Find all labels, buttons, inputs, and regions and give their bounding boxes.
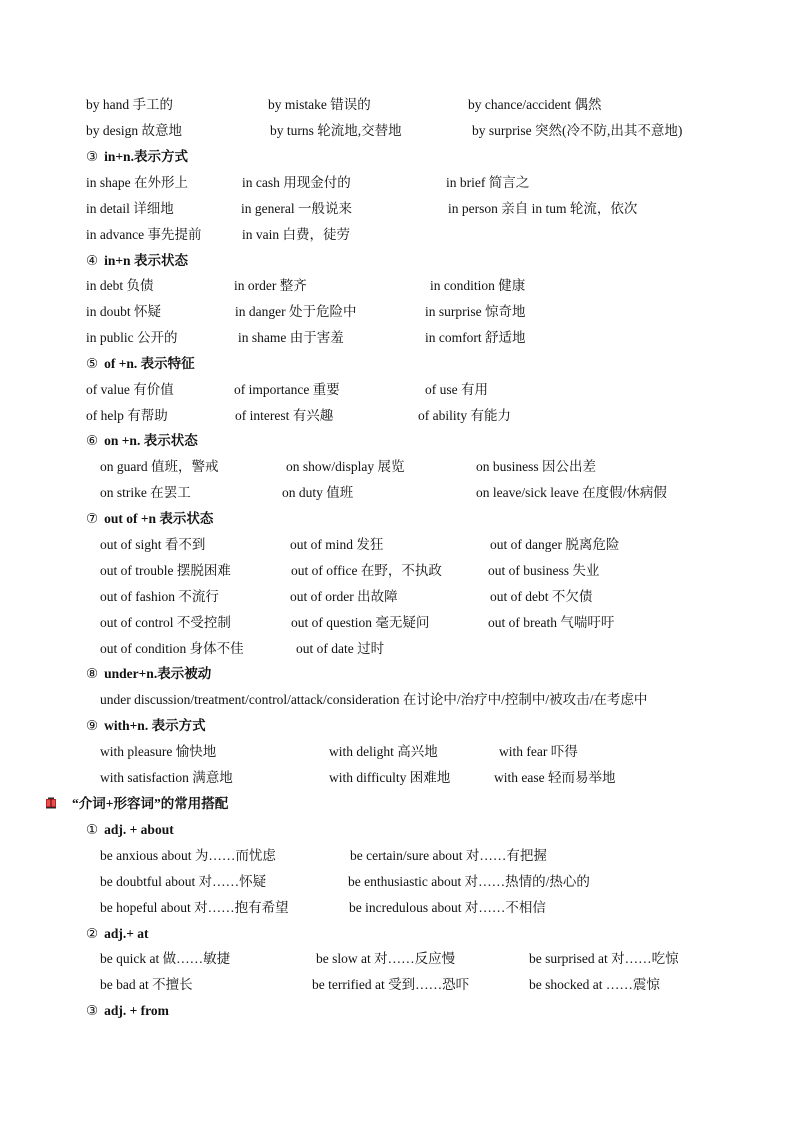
phrase: be anxious about 为……而忧虑 xyxy=(100,848,276,863)
circled-number: ① xyxy=(86,822,99,837)
phrase: in detail 详细地 xyxy=(86,201,174,216)
heading-text: under+n.表示被动 xyxy=(104,666,212,681)
phrase: in doubt 怀疑 xyxy=(86,304,162,319)
phrase: by design 故意地 xyxy=(86,123,182,138)
phrase: be slow at 对……反应慢 xyxy=(316,951,456,966)
phrase: out of sight 看不到 xyxy=(100,537,206,552)
phrase: out of order 出故障 xyxy=(290,589,398,604)
heading-text: adj.+ at xyxy=(104,926,149,941)
circled-number: ② xyxy=(86,926,99,941)
phrase: out of control 不受控制 xyxy=(100,615,231,630)
phrase: with satisfaction 满意地 xyxy=(100,770,233,785)
phrase: in danger 处于危险中 xyxy=(235,304,357,319)
phrase: be certain/sure about 对……有把握 xyxy=(350,848,547,863)
phrase: be incredulous about 对……不相信 xyxy=(349,900,546,915)
phrase: be hopeful about 对……抱有希望 xyxy=(100,900,289,915)
phrase: of interest 有兴趣 xyxy=(235,408,334,423)
phrase: on guard 值班，警戒 xyxy=(100,459,219,474)
circled-number: ⑥ xyxy=(86,433,99,448)
phrase: in shame 由于害羞 xyxy=(238,330,344,345)
phrase: by chance/accident 偶然 xyxy=(468,97,602,112)
phrase: of value 有价值 xyxy=(86,382,174,397)
phrase: on business 因公出差 xyxy=(476,459,597,474)
phrase: on show/display 展览 xyxy=(286,459,405,474)
phrase: out of mind 发狂 xyxy=(290,537,384,552)
phrase: with difficulty 困难地 xyxy=(329,770,451,785)
phrase: with delight 高兴地 xyxy=(329,744,438,759)
phrase: with fear 吓得 xyxy=(499,744,578,759)
red-book-bullet-icon xyxy=(44,796,58,810)
phrase: out of condition 身体不佳 xyxy=(100,641,244,656)
phrase: in shape 在外形上 xyxy=(86,175,188,190)
heading-text: of +n. 表示特征 xyxy=(104,356,195,371)
phrase: be shocked at ……震惊 xyxy=(529,977,660,992)
phrase: with ease 轻而易举地 xyxy=(494,770,616,785)
phrase: in public 公开的 xyxy=(86,330,178,345)
phrase: out of date 过时 xyxy=(296,641,385,656)
section-heading xyxy=(86,510,213,528)
phrase: be bad at 不擅长 xyxy=(100,977,193,992)
circled-number: ⑦ xyxy=(86,511,99,526)
phrase: out of business 失业 xyxy=(488,563,600,578)
phrase: out of question 毫无疑问 xyxy=(291,615,430,630)
phrase: in order 整齐 xyxy=(234,278,307,293)
heading-text: out of +n 表示状态 xyxy=(104,511,214,526)
phrase: be surprised at 对……吃惊 xyxy=(529,951,679,966)
phrase: in surprise 惊奇地 xyxy=(425,304,526,319)
phrase: on duty 值班 xyxy=(282,485,354,500)
heading-text: in+n 表示状态 xyxy=(104,253,188,268)
phrase: on leave/sick leave 在度假/休病假 xyxy=(476,485,667,500)
phrase: on strike 在罢工 xyxy=(100,485,191,500)
section-heading xyxy=(86,355,195,373)
phrase: in cash 用现金付的 xyxy=(242,175,351,190)
section-heading xyxy=(86,432,198,450)
section-heading xyxy=(86,925,149,943)
phrase: in advance 事先提前 xyxy=(86,227,202,242)
phrase: in brief 简言之 xyxy=(446,175,530,190)
phrase: in general 一般说来 xyxy=(241,201,352,216)
phrase: by turns 轮流地,交替地 xyxy=(270,123,402,138)
phrase: of use 有用 xyxy=(425,382,488,397)
circled-number: ③ xyxy=(86,1003,99,1018)
phrase: be terrified at 受到……恐吓 xyxy=(312,977,470,992)
phrase: in condition 健康 xyxy=(430,278,526,293)
section-heading xyxy=(86,1002,169,1020)
circled-number: ④ xyxy=(86,253,99,268)
section-heading xyxy=(86,717,206,735)
heading-text: with+n. 表示方式 xyxy=(104,718,206,733)
phrase: out of danger 脱离危险 xyxy=(490,537,620,552)
heading-text: in+n.表示方式 xyxy=(104,149,188,164)
phrase: by mistake 错误的 xyxy=(268,97,371,112)
phrase: in debt 负债 xyxy=(86,278,154,293)
section-heading xyxy=(86,821,174,839)
circled-number: ⑤ xyxy=(86,356,99,371)
circled-number: ③ xyxy=(86,149,99,164)
phrase: of ability 有能力 xyxy=(418,408,511,423)
circled-number: ⑧ xyxy=(86,666,99,681)
phrase: out of trouble 摆脱困难 xyxy=(100,563,231,578)
phrase: of importance 重要 xyxy=(234,382,340,397)
phrase: in comfort 舒适地 xyxy=(425,330,526,345)
phrase: be doubtful about 对……怀疑 xyxy=(100,874,267,889)
section-heading xyxy=(86,252,188,270)
phrase: out of breath 气喘吁吁 xyxy=(488,615,615,630)
phrase: with pleasure 愉快地 xyxy=(100,744,217,759)
phrase: in person 亲自 in tum 轮流，依次 xyxy=(448,201,638,216)
section-heading xyxy=(86,148,188,166)
heading-text: adj. + about xyxy=(104,822,174,837)
phrase: be quick at 做……敏捷 xyxy=(100,951,231,966)
phrase: in vain 白费，徒劳 xyxy=(242,227,350,242)
phrase: by hand 手工的 xyxy=(86,97,173,112)
section-title: “介词+形容词”的常用搭配 xyxy=(72,796,229,811)
heading-text: adj. + from xyxy=(104,1003,169,1018)
phrase: out of fashion 不流行 xyxy=(100,589,219,604)
phrase: by surprise 突然(冷不防,出其不意地) xyxy=(472,123,683,138)
phrase: under discussion/treatment/control/attack/consideration 在讨论中/治疗中/控制中/被攻击/在考虑中 xyxy=(100,692,648,707)
phrase: out of office 在野，不执政 xyxy=(291,563,442,578)
phrase: be enthusiastic about 对……热情的/热心的 xyxy=(348,874,590,889)
section-heading xyxy=(86,665,211,683)
heading-text: on +n. 表示状态 xyxy=(104,433,198,448)
circled-number: ⑨ xyxy=(86,718,99,733)
phrase: of help 有帮助 xyxy=(86,408,168,423)
phrase: out of debt 不欠债 xyxy=(490,589,593,604)
